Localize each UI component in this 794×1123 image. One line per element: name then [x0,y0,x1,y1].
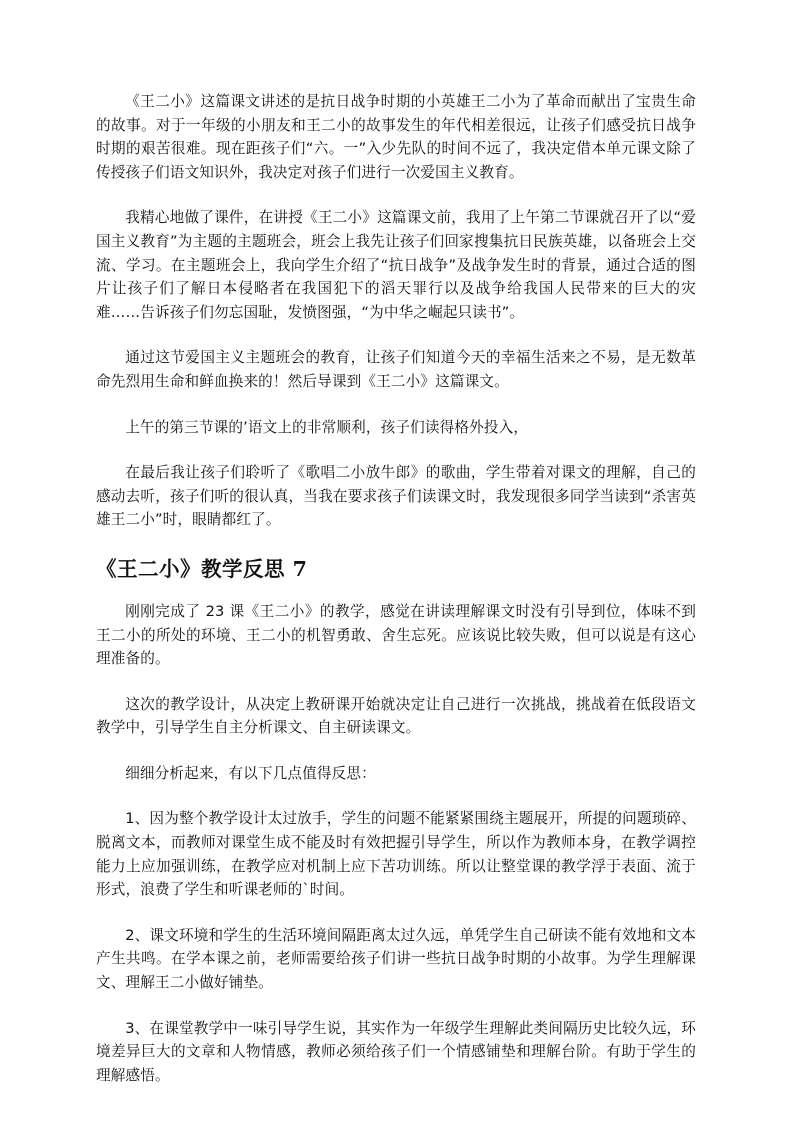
paragraph: 我精心地做了课件，在讲授《王二小》这篇课文前，我用了上午第二节课就召开了以“爱国主义教育”为主题的主题班会，班会上我先让孩子们回家搜集抗日民族英雄，以备班会上交流、学习。在主题班会上，我向学生介绍了“抗日战争”及战争发生时的背景，通过合适的图片让孩子们了解日本侵略者在我国犯下的滔天罪行以及战争给我国人民带来的巨大的灾难……告诉孩子们勿忘国耻，发愤图强，“为中华之崛起只读书”。 [96,209,696,321]
section-heading: 《王二小》教学反思 7 [96,556,308,581]
paragraph: 3、在课堂教学中一味引导学生说，其实作为一年级学生理解此类间隔历史比较久远，环境差异巨大的文章和人物情感，教师必须给孩子们一个情感铺垫和理解台阶。有助于学生的理解感悟。 [96,1019,696,1084]
document-page [96,90,696,1109]
paragraph: 刚刚完成了 23 课《王二小》的教学，感觉在讲读理解课文时没有引导到位，体味不到王二小的所处的环境、王二小的机智勇敢、舍生忘死。应该说比较失败，但可以说是有这心理准备的。 [96,602,696,668]
paragraph: 2、课文环境和学生的生活环境间隔距离太过久远，单凭学生自己研读不能有效地和文本产生共鸣。在学本课之前，老师需要给孩子们讲一些抗日战争时期的小故事。为学生理解课文、理解王二小做好铺垫。 [96,926,696,992]
paragraph: 在最后我让孩子们聆听了《歌唱二小放牛郎》的歌曲，学生带着对课文的理解，自己的感动去听，孩子们听的很认真，当我在要求孩子们读课文时，我发现很多同学当读到“杀害英雄王二小”时，眼睛都红了。 [96,464,696,529]
paragraph: 《王二小》这篇课文讲述的是抗日战争时期的小英雄王二小为了革命而献出了宝贵生命的故事。对于一年级的小朋友和王二小的故事发生的年代相差很远，让孩子们感受抗日战争时期的艰苦很难。现在距孩子们“六。一”入少先队的时间不远了，我决定借本单元课文除了传授孩子们语文知识外，我决定对孩子们进行一次爱国主义教育。 [96,93,696,181]
paragraph: 通过这节爱国主义主题班会的教育，让孩子们知道今天的幸福生活来之不易，是无数革命先烈用生命和鲜血换来的！然后导课到《王二小》这篇课文。 [96,349,696,390]
paragraph: 1、因为整个教学设计太过放手，学生的问题不能紧紧围绕主题展开，所提的问题琐碎、脱离文本，而教师对课堂生成不能及时有效把握引导学生，所以作为教师本身，在教学调控能力上应加强训练，在教学应对机制上应下苦功训练。所以让整堂课的教学浮于表面、流于形式，浪费了学生和听课老师的`时间。 [96,810,696,899]
paragraph: 细细分析起来，有以下几点值得反思： [125,764,376,782]
paragraph: 上午的第三节课的’语文上的非常顺利，孩子们读得格外投入， [125,418,529,436]
paragraph: 这次的教学设计，从决定上教研课开始就决定让自己进行一次挑战，挑战着在低段语文教学中，引导学生自主分析课文、自主研读课文。 [96,695,696,737]
